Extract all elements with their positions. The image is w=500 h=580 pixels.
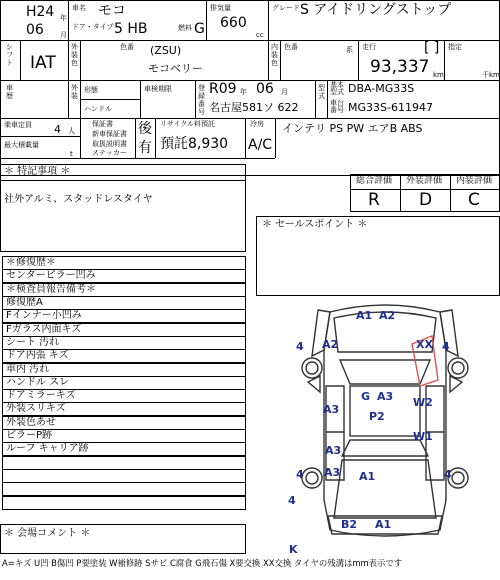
- damage-label-k: K: [289, 543, 298, 556]
- seat-position: 後: [138, 121, 152, 137]
- overall-grade-label: 総合評価: [356, 176, 393, 186]
- sales-point-title: ＊ セールスポイント ＊: [262, 219, 368, 230]
- interior-color-label: 内装色: [271, 43, 278, 67]
- col-divider: [245, 118, 246, 158]
- steering-label: ハンドル: [84, 105, 112, 113]
- damage-label-p2: P2: [369, 410, 385, 423]
- damage-label-a3-center: A3: [377, 390, 394, 403]
- damage-label-a2-left: A2: [322, 338, 339, 351]
- inspection-month: 06: [256, 81, 274, 97]
- damage-label-a2-top: A2: [379, 309, 396, 322]
- model-label: 型式: [318, 84, 325, 100]
- col-divider: [280, 40, 281, 80]
- damage-label-a3-left-lower: A3: [325, 444, 342, 457]
- mileage-value: 93,337: [370, 57, 430, 77]
- inspection-report-item: ドア内張 キズ: [2, 349, 246, 363]
- new-car-warranty-label: 新車保証書: [92, 130, 127, 138]
- max-load-unit: t: [70, 150, 73, 158]
- chassis-label: 車台番号: [330, 99, 344, 114]
- shift-label: シフト: [6, 43, 13, 67]
- tire-depth-front-left: 4: [296, 340, 304, 353]
- grade-label: グレード: [272, 4, 300, 12]
- damage-label-a1-top: A1: [356, 309, 373, 322]
- grade-value: S アイドリングストップ: [300, 2, 452, 18]
- col-divider: [315, 80, 316, 118]
- color-code-label: 色番: [120, 43, 134, 51]
- tire-depth-rear-left-lower: 4: [288, 494, 296, 507]
- col-divider: [68, 80, 69, 118]
- special-notes-title: ＊ 特記事項 ＊: [4, 166, 71, 177]
- basic-model-label: 基本型式: [330, 81, 344, 96]
- col-divider: [444, 40, 445, 80]
- damage-label-a1-bottom: A1: [359, 470, 376, 483]
- mileage-unit: km: [433, 71, 444, 79]
- inspection-month-unit: 月: [281, 88, 288, 96]
- inspection-report-item: [2, 496, 246, 510]
- row-divider: [0, 136, 80, 137]
- history-label: 車歴: [6, 84, 13, 100]
- year-unit: 年: [60, 14, 67, 22]
- inspection-year-unit: 年: [240, 88, 247, 96]
- damage-label-w1: W1: [413, 430, 433, 443]
- recycle-label: リサイクル料預託: [160, 120, 216, 128]
- col-divider: [327, 80, 328, 118]
- tire-depth-front-right: 4: [442, 340, 450, 353]
- year-era: H24: [26, 4, 55, 20]
- registration-label: 登録番号: [198, 84, 205, 116]
- damage-label-b2: B2: [341, 518, 358, 531]
- inspection-report-item: [2, 456, 246, 470]
- special-notes-text: 社外アルミ、スタッドレスタイヤ: [4, 194, 153, 205]
- inspection-report-item: 外装色あせ: [2, 416, 246, 430]
- color-name: モコベリー: [148, 62, 203, 75]
- col-divider: [68, 40, 69, 80]
- displacement-unit: cc: [256, 31, 264, 39]
- chassis-value: MG33S-611947: [348, 101, 433, 114]
- mileage-bracket: [ ]: [424, 40, 440, 56]
- col-divider: [80, 118, 81, 158]
- car-name: モコ: [98, 3, 126, 19]
- inspection-expiry-label: 車検期限: [144, 85, 172, 93]
- recycle-deposit: 預託8,930: [160, 136, 229, 152]
- system-label: 系: [346, 46, 353, 54]
- inspection-report-item: [2, 469, 246, 483]
- max-load-label: 最大積載量: [4, 141, 39, 149]
- repair-title: ＊修復歴＊: [2, 256, 246, 270]
- exterior-grade-label: 外装評価: [406, 176, 443, 186]
- exterior-color-label: 外装色: [71, 43, 78, 67]
- col-divider: [195, 80, 196, 118]
- shift-value: IAT: [30, 53, 56, 73]
- col-divider: [80, 40, 81, 80]
- row-divider: [80, 99, 140, 100]
- manual-status: 有: [138, 140, 152, 156]
- ac-label: 冷房: [250, 120, 264, 128]
- form-label: 形態: [84, 86, 98, 94]
- damage-label-xx: XX: [416, 338, 433, 351]
- inspection-report-item: ルーフ キャリア跡: [2, 442, 246, 456]
- inspection-report-item: 外装スリキズ: [2, 402, 246, 416]
- col-divider: [268, 0, 269, 40]
- interior-grade: C: [468, 190, 480, 210]
- model-value: DBA-MG33S: [348, 82, 415, 95]
- equipment-list: インテリ PS PW エアB ABS: [282, 122, 423, 135]
- col-divider: [135, 118, 136, 158]
- row-divider: [0, 158, 275, 159]
- interior-code-label: 色番: [284, 43, 298, 51]
- fuel-label: 燃料: [178, 24, 192, 32]
- row-divider: [0, 180, 246, 181]
- col-divider: [450, 174, 451, 212]
- doors-type-label: ドア・タイプ: [72, 23, 114, 31]
- exterior-grade: D: [419, 190, 433, 210]
- damage-label-a3-left-upper: A3: [323, 403, 340, 416]
- damage-label-w2: W2: [413, 396, 433, 409]
- doors-type: 5 HB: [114, 21, 148, 37]
- damage-label-a3-left-rear: A3: [324, 466, 341, 479]
- repair-item: センターピラー凹み: [2, 269, 246, 283]
- overall-grade: R: [368, 190, 380, 210]
- inspection-report-item: ピラーP跡: [2, 429, 246, 443]
- color-code: (ZSU): [150, 44, 182, 57]
- inspection-report-item: [2, 482, 246, 496]
- col-divider: [68, 0, 69, 40]
- designation-label: 指定: [448, 43, 462, 51]
- row-divider: [0, 80, 500, 81]
- damage-label-g: G: [361, 390, 371, 403]
- displacement-label: 排気量: [210, 4, 231, 12]
- inspection-report-item: 修復歴A: [2, 296, 246, 310]
- designation-unit: 千km: [482, 71, 500, 79]
- auction-comment-title: ＊ 会場コメント ＊: [4, 528, 91, 539]
- col-divider: [400, 174, 401, 212]
- exterior-label: 外装: [71, 84, 78, 100]
- col-divider: [140, 80, 141, 118]
- displacement-value: 660: [220, 15, 247, 31]
- col-divider: [20, 40, 21, 80]
- col-divider: [155, 118, 156, 158]
- sticker-label: ステッカー: [92, 149, 127, 157]
- col-divider: [206, 0, 207, 40]
- car-name-label: 車名: [72, 4, 86, 12]
- col-divider: [268, 40, 269, 80]
- fuel-value: G: [194, 21, 205, 37]
- warranty-label: 保証書: [92, 120, 113, 128]
- inspection-report-item: シート 汚れ: [2, 336, 246, 350]
- inspection-report-item: Fインナー小凹み: [2, 309, 246, 323]
- tire-depth-rear-right: 4: [444, 468, 452, 481]
- damage-code-legend: A=キズ U凹 B傷凹 P要塗装 W補修跡 Sサビ C腐食 G飛石傷 X要交換 XX交換 タイヤの残溝はmm表示です: [2, 558, 403, 568]
- manual-label: 取扱説明書: [92, 140, 127, 148]
- registration-number: 名古屋581ソ 622: [209, 101, 299, 114]
- seating-capacity-unit: 人: [68, 127, 75, 135]
- month-value: 06: [26, 22, 44, 38]
- month-unit: 月: [60, 31, 67, 39]
- mileage-label: 走行: [362, 43, 376, 51]
- seating-capacity: 4: [54, 123, 61, 136]
- interior-grade-label: 内装評価: [456, 176, 493, 186]
- inspection-report-item: ドアミラーキズ: [2, 389, 246, 403]
- inspection-report-item: Fガラス内面キズ: [2, 323, 246, 337]
- inspection-report-item: ハンドル スレ: [2, 376, 246, 390]
- damage-label-a1-rear: A1: [375, 518, 392, 531]
- seating-capacity-label: 乗車定員: [4, 121, 32, 129]
- row-divider: [0, 118, 500, 119]
- tire-depth-rear-left: 4: [296, 468, 304, 481]
- col-divider: [358, 40, 359, 80]
- inspection-report-title: ＊検査員報告備考＊: [2, 283, 246, 297]
- inspection-year: R09: [209, 81, 237, 97]
- ac-value: A/C: [248, 137, 273, 153]
- col-divider: [275, 118, 276, 158]
- inspection-report-item: 車内 汚れ: [2, 363, 246, 377]
